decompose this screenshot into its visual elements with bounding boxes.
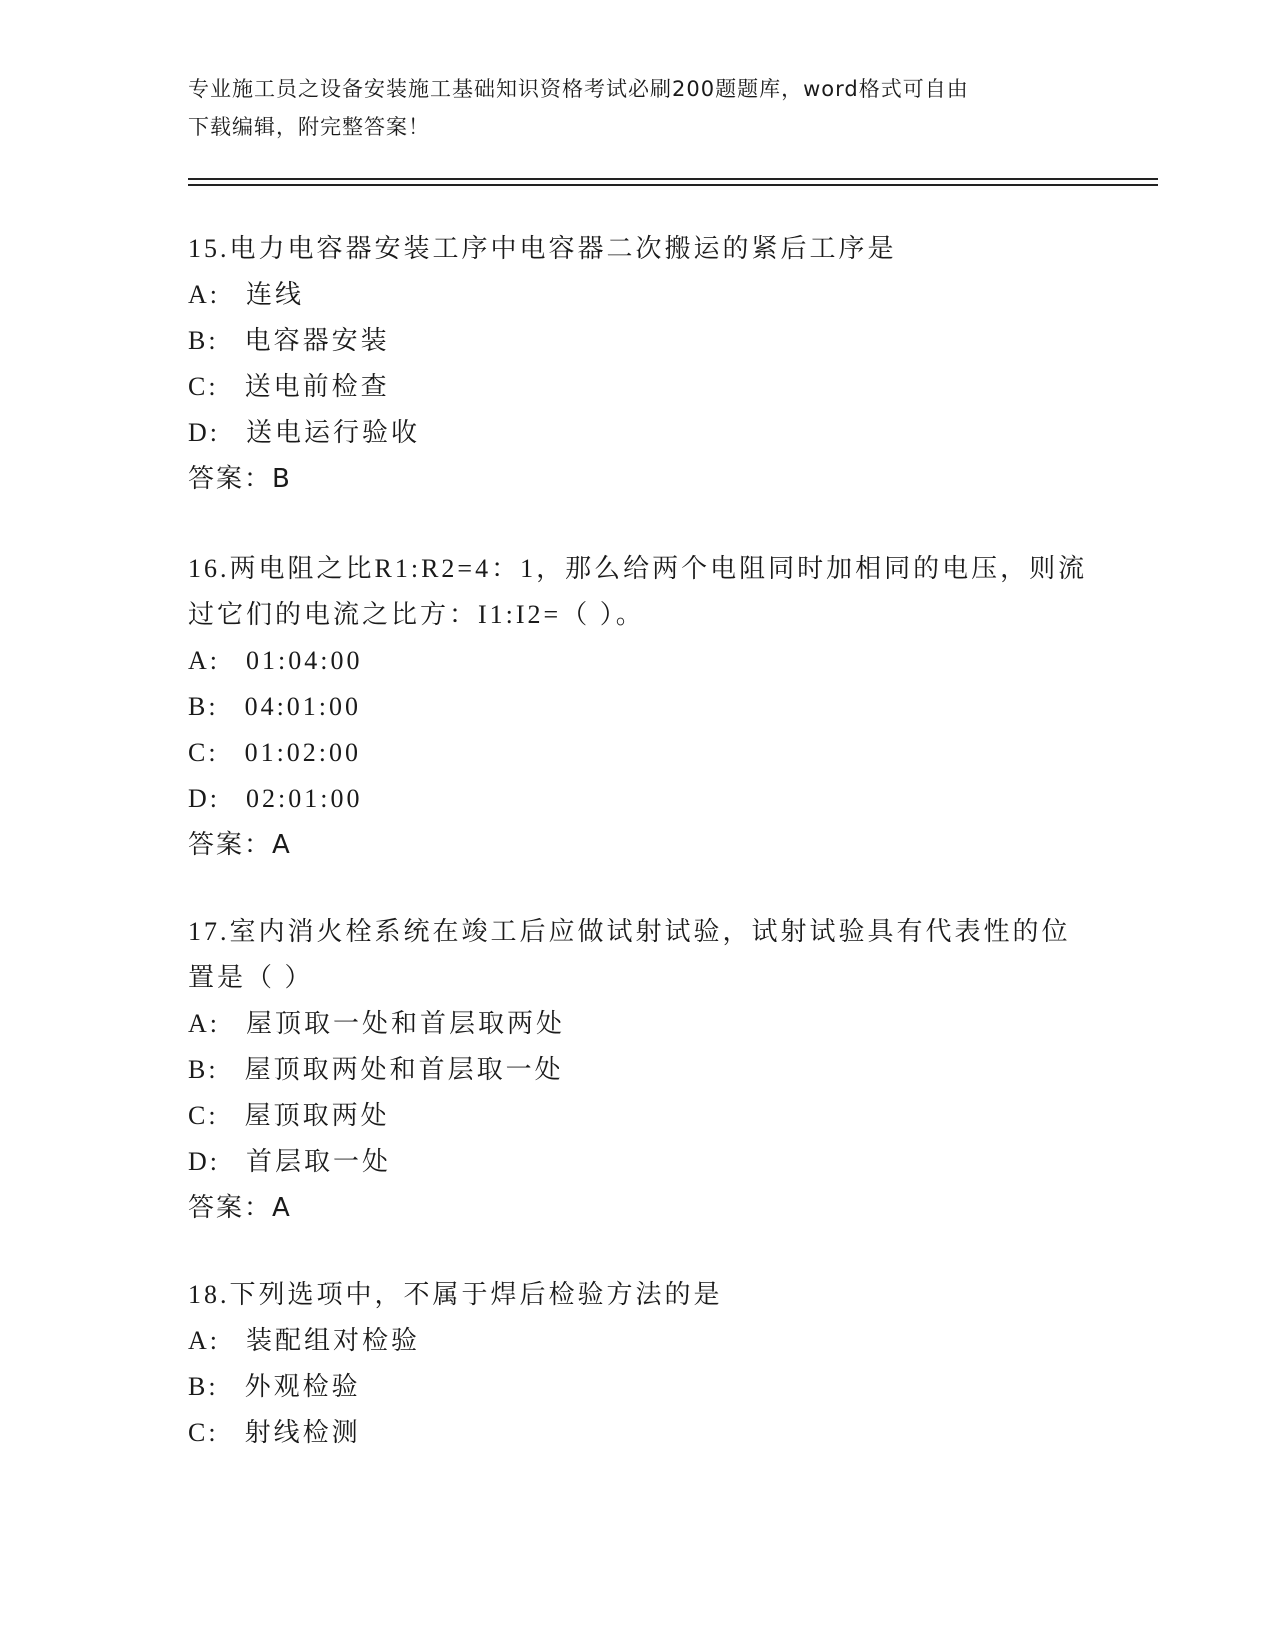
option-c <box>188 1093 1088 1139</box>
option-label: A: <box>188 1326 220 1355</box>
option-d <box>188 776 1088 822</box>
option-a <box>188 1001 1088 1047</box>
option-c <box>188 1410 1088 1456</box>
question-15 <box>188 226 1088 502</box>
option-label: A: <box>188 1009 220 1038</box>
option-label: C: <box>188 1418 219 1447</box>
header-divider-top <box>188 178 1158 180</box>
option-text: 屋顶取两处和首层取一处 <box>244 1055 564 1084</box>
answer-line: 答案：A <box>188 1193 292 1223</box>
option-text: 连线 <box>246 280 305 309</box>
header-title-line-2: 下载编辑，附完整答案！ <box>188 115 430 139</box>
option-text: 01:04:00 <box>246 646 363 675</box>
option-label: B: <box>188 692 219 721</box>
answer-line: 答案：B <box>188 464 292 494</box>
option-a <box>188 1318 1088 1364</box>
question-17 <box>188 909 1088 1231</box>
option-label: D: <box>188 784 220 813</box>
option-text: 04:01:00 <box>244 692 362 721</box>
option-text: 送电前检查 <box>244 372 390 401</box>
option-c <box>188 364 1088 410</box>
option-d <box>188 410 1088 456</box>
option-text: 首层取一处 <box>246 1147 392 1176</box>
question-stem: 16.两电阻之比R1:R2=4：1，那么给两个电阻同时加相同的电压，则流过它们的电流之比方：I1:I2=（ ）。 <box>188 554 1088 629</box>
answer-line: 答案：A <box>188 830 292 860</box>
option-b <box>188 1364 1088 1410</box>
option-a <box>188 272 1088 318</box>
header-title-line-1: 专业施工员之设备安装施工基础知识资格考试必刷200题题库，word格式可自由 <box>188 77 969 101</box>
option-text: 外观检验 <box>244 1372 361 1401</box>
option-label: C: <box>188 738 219 767</box>
option-label: B: <box>188 326 219 355</box>
option-label: B: <box>188 1055 219 1084</box>
option-c <box>188 730 1088 776</box>
option-label: A: <box>188 646 220 675</box>
option-text: 装配组对检验 <box>246 1326 421 1355</box>
option-label: C: <box>188 1101 219 1130</box>
option-text: 01:02:00 <box>244 738 362 767</box>
option-label: D: <box>188 1147 220 1176</box>
option-text: 电容器安装 <box>244 326 390 355</box>
header-divider-bottom <box>188 184 1158 186</box>
option-label: B: <box>188 1372 219 1401</box>
option-b <box>188 684 1088 730</box>
option-text: 屋顶取一处和首层取两处 <box>246 1009 566 1038</box>
option-text: 射线检测 <box>244 1418 361 1447</box>
option-label: D: <box>188 418 220 447</box>
option-b <box>188 1047 1088 1093</box>
question-stem: 17.室内消火栓系统在竣工后应做试射试验，试射试验具有代表性的位置是（ ） <box>188 917 1071 992</box>
option-d <box>188 1139 1088 1185</box>
document-header <box>188 70 1088 146</box>
question-18 <box>188 1272 1088 1456</box>
option-a <box>188 638 1088 684</box>
option-text: 02:01:00 <box>246 784 363 813</box>
option-label: C: <box>188 372 219 401</box>
question-stem: 15.电力电容器安装工序中电容器二次搬运的紧后工序是 <box>188 234 897 263</box>
option-b <box>188 318 1088 364</box>
option-label: A: <box>188 280 220 309</box>
question-stem: 18.下列选项中，不属于焊后检验方法的是 <box>188 1280 723 1309</box>
option-text: 屋顶取两处 <box>244 1101 390 1130</box>
option-text: 送电运行验收 <box>246 418 421 447</box>
question-16 <box>188 546 1088 868</box>
